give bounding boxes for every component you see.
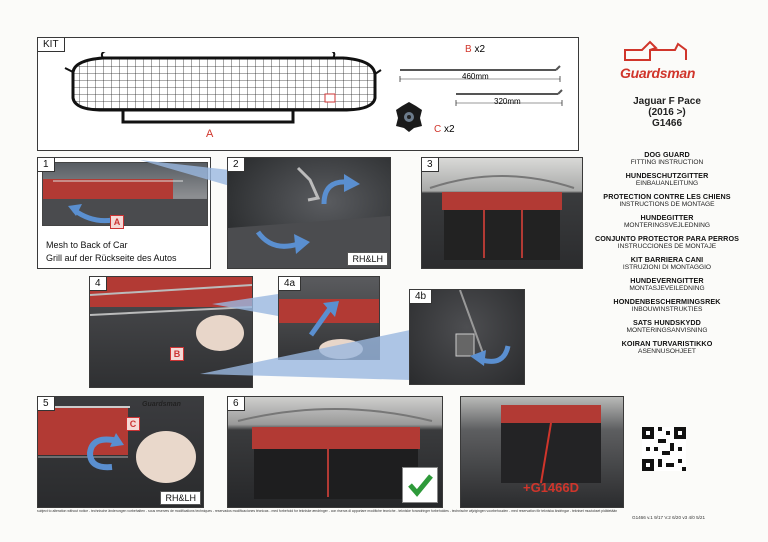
step-number: 4a [279,277,301,291]
rotate-arrow-icon [82,431,126,473]
part-c-group [434,124,455,135]
lang-sub: INBOUWINSTRUKTIES [631,306,703,313]
part-b-qty: x2 [474,44,486,55]
lang-heading: HUNDEGITTER [640,213,694,222]
mesh-guard-illustration [63,52,383,127]
instruction-languages [582,150,752,360]
footer-version: G1466 v.1 9/17 V.2 6/20 v3 4/0 5/21 [632,515,706,520]
curved-arrow-icon [468,340,512,368]
lang-entry [582,318,752,334]
side-label: RH&LH [347,252,388,266]
step-number: 3 [422,158,439,172]
check-mark-icon [402,467,438,503]
callout-connector [200,330,412,386]
guardsman-logo [620,38,710,81]
step-number: 2 [228,158,245,172]
step-5-panel [37,396,204,508]
lang-entry [582,213,752,229]
lang-heading: HUNDEVERNGITTER [630,276,704,285]
lang-heading: PROTECTION CONTRE LES CHIENS [603,192,731,201]
lang-sub: ISTRUZIONI DI MONTAGGIO [622,264,712,271]
divider-combo-code: +G1466D [523,480,580,495]
step-number: 1 [38,158,55,172]
side-label: RH&LH [160,491,201,505]
step-4b-panel [409,289,525,385]
part-b-tag: B [170,347,184,361]
step-number: 4 [90,277,107,291]
footer-disclaimer: subject to alteration without notice - technische änderungen vorbehalten - sous reserves de modifications techniques - reservados modificaciones técnicas - med forbehold for tekniske ændringer - con riserva di apportare modifiche tecniche - tekniske forandringer forbeholdes - technische wijzigingen voorbehouden - med reservation för tekniska ändringar - tekniset muutokset pidätetään [37,509,618,513]
step-2-panel [227,157,391,269]
rod-length-320: 320mm [494,97,521,106]
lang-heading: CONJUNTO PROTECTOR PARA PERROS [594,234,740,243]
lang-entry [582,171,752,187]
step-number: 5 [38,397,55,411]
lang-entry [582,276,752,292]
kit-panel [37,37,579,151]
part-a-label: A [206,128,214,140]
step-1-caption-en: Mesh to Back of Car [46,240,128,250]
step-7-panel [460,396,624,508]
step-4b-photo [410,290,524,384]
product-year: (2016 >) [648,107,686,118]
step-number: 6 [228,397,245,411]
lang-entry [582,192,752,208]
step-3-photo [422,158,582,268]
step-3-panel [421,157,583,269]
callout-connector [212,294,282,318]
product-title-block [582,96,752,129]
lang-heading: HONDENBESCHERMINGSREK [613,297,721,306]
product-title: Jaguar F Pace [633,96,701,107]
brand-name: Guardsman [620,65,696,81]
lang-sub: EINBAUANLEITUNG [635,180,699,187]
lang-sub: INSTRUCTIONS DE MONTAGE [619,201,715,208]
lang-entry [582,297,752,313]
lang-entry [582,339,752,355]
rod-b-illustration [396,58,576,120]
part-b-label: B [465,44,472,55]
part-a-tag: A [110,215,124,229]
mesh-brand-sticker: Guardsman [142,401,181,408]
rod-length-460: 460mm [462,72,489,81]
curved-arrow-icon [318,172,362,208]
lang-sub: INSTRUCCIONES DE MONTAJE [617,243,717,250]
product-code: G1466 [651,118,683,129]
lang-entry [582,255,752,271]
lang-heading: SATS HUNDSKYDD [633,318,701,327]
lang-sub: FITTING INSTRUCTION [630,159,704,166]
step-number: 4b [410,290,432,304]
part-b-group [465,44,485,55]
curved-arrow-icon [254,226,314,256]
straight-arrow-icon [307,299,341,339]
part-c-tag: C [126,417,140,431]
lang-sub: MONTASJEVEILEDNING [629,285,705,292]
qr-code-icon [642,427,686,471]
kit-label: KIT [38,38,65,52]
lang-heading: HUNDESCHUTZGITTER [625,171,709,180]
step-6-panel [227,396,443,508]
part-c-qty: x2 [444,124,455,135]
lang-entry [582,150,752,166]
lang-sub: MONTERINGSVEJLEDNING [623,222,711,229]
lang-sub: MONTERINGSANVISNING [626,327,708,334]
lang-heading: DOG GUARD [644,150,690,159]
callout-connector [140,158,240,198]
part-c-label: C [434,124,442,135]
dog-head-logo-icon [620,38,710,64]
lang-sub: ASENNUSOHJEET [638,348,696,355]
lang-entry [582,234,752,250]
lang-heading: KIT BARRIERA CANI [630,255,704,264]
step-1-caption-de: Grill auf der Rückseite des Autos [46,253,177,263]
lang-heading: KOIRAN TURVARISTIKKO [621,339,713,348]
